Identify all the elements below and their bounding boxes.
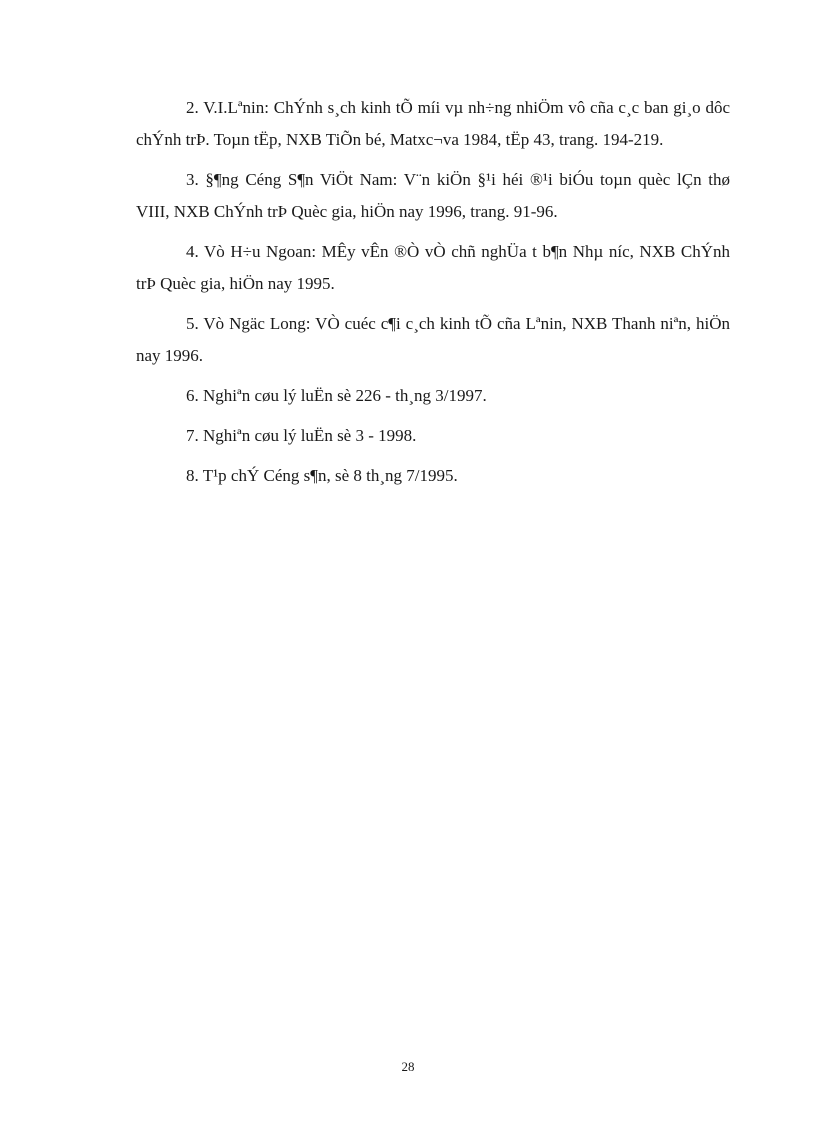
reference-item: 6. Nghiªn cøu lý luËn sè 226 - th¸ng 3/1997. <box>186 386 487 405</box>
reference-item: 5. Vò Ngäc Long: VÒ cuéc c¶i c¸ch kinh tÕ cña Lªnin, NXB Thanh niªn, hiÖn nay 1996. <box>136 314 730 365</box>
reference-item: 2. V.I.Lªnin: ChÝnh s¸ch kinh tÕ míi vµ nh÷ng nhiÖm vô cña c¸c ban gi¸o dôc chÝnh trÞ. Toµn tËp, NXB TiÕn bé, Matxc¬va 1984, tËp 43, trang. 194-219. <box>136 98 730 149</box>
reference-item: 3. §¶ng Céng S¶n ViÖt Nam: V¨n kiÖn §¹i héi ®¹i biÓu toµn quèc lÇn thø VIII, NXB ChÝnh trÞ Quèc gia, hiÖn nay 1996, trang. 91-96. <box>136 170 730 221</box>
reference-list <box>136 92 730 500</box>
reference-item: 8. T¹p chÝ Céng s¶n, sè 8 th¸ng 7/1995. <box>186 466 458 485</box>
page-number: 28 <box>401 1059 415 1074</box>
reference-item: 7. Nghiªn cøu lý luËn sè 3 - 1998. <box>186 426 417 445</box>
reference-item: 4. Vò H÷u Ngoan: MÊy vÊn ®Ò vÒ chñ nghÜa t b¶n Nhµ níc, NXB ChÝnh trÞ Quèc gia, hiÖn nay 1995. <box>136 242 730 293</box>
